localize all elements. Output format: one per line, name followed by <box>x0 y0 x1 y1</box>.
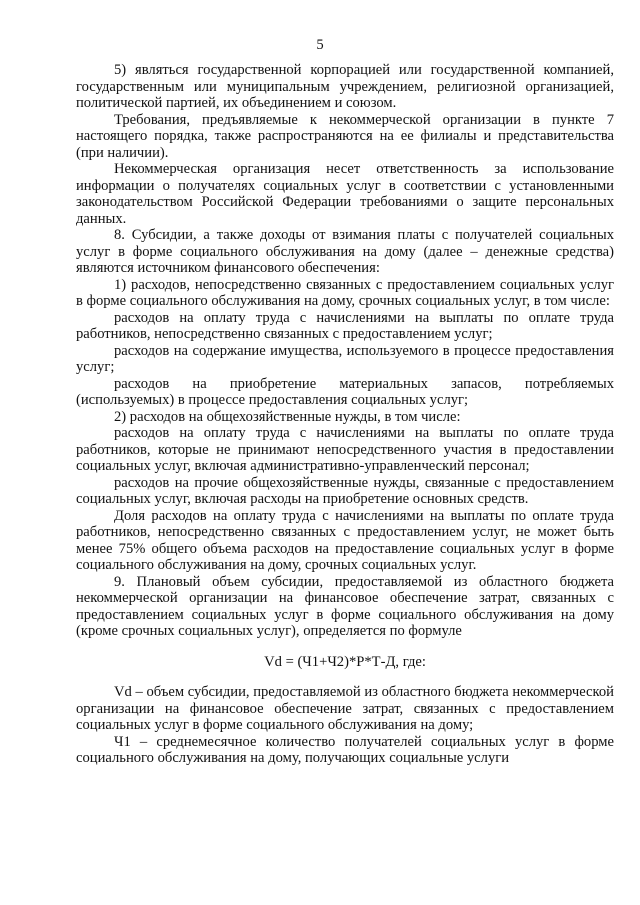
paragraph-item-1-direct-costs: 1) расходов, непосредственно связанных с предоставлением социальных услуг в форме социального обслуживания на дому, срочных социальных услуг, в том числе: <box>76 276 614 309</box>
subsidy-formula: Vd = (Ч1+Ч2)*Р*Т-Д, где: <box>264 653 426 670</box>
paragraph-item-5: 5) являться государственной корпорацией или государственной компанией, государственным или муниципальным учреждением, религиозной организацией, политической партией, их объединением и союзом. <box>76 62 614 111</box>
paragraph-other-overhead: расходов на прочие общехозяйственные нужды, связанные с предоставлением социальных услуг, включая расходы на приобретение основных средств. <box>76 474 614 507</box>
document-body <box>76 62 614 767</box>
paragraph-personal-data: Некоммерческая организация несет ответственность за использование информации о получателях социальных услуг в соответствии с установленными законодательством Российской Федерации требованиями о защите персональных данных. <box>76 161 614 227</box>
paragraph-materials-costs: расходов на приобретение материальных запасов, потребляемых (используемых) в процессе предоставления социальных услуг; <box>76 375 614 408</box>
paragraph-item-2-overhead: 2) расходов на общехозяйственные нужды, в том числе: <box>114 408 461 425</box>
page-number: 5 <box>316 37 324 53</box>
paragraph-section-8: 8. Субсидии, а также доходы от взимания платы с получателей социальных услуг в форме социального обслуживания на дому (далее – денежные средства) являются источником финансового обеспечения: <box>76 227 614 276</box>
paragraph-admin-labor-costs: расходов на оплату труда с начислениями на выплаты по оплате труда работников, которые не принимают непосредственного участия в предоставлении социальных услуг, включая административно-управленческий персонал; <box>76 425 614 474</box>
paragraph-vd-definition: Vd – объем субсидии, предоставляемой из областного бюджета некоммерческой организации на финансовое обеспечение затрат, связанных с предоставлением социальных услуг в форме социального обслуживания на дому; <box>76 684 614 733</box>
paragraph-labor-costs: расходов на оплату труда с начислениями на выплаты по оплате труда работников, непосредственно связанных с предоставлением услуг; <box>76 309 614 342</box>
paragraph-labor-share: Доля расходов на оплату труда с начислениями на выплаты по оплате труда работников, непосредственно связанных с предоставлением услуг, не может быть менее 75% общего объема расходов на предоставление социальных услуг в форме социального обслуживания на дому, срочных социальных услуг. <box>76 507 614 573</box>
paragraph-branches-requirements: Требования, предъявляемые к некоммерческой организации в пункте 7 настоящего порядка, также распространяются на ее филиалы и представительства (при наличии). <box>76 111 614 161</box>
paragraph-ch1-definition: Ч1 – среднемесячное количество получателей социальных услуг в форме социального обслуживания на дому, получающих социальные услуги <box>76 733 614 766</box>
paragraph-section-9: 9. Плановый объем субсидии, предоставляемой из областного бюджета некоммерческой организации на финансовое обеспечение затрат, связанных с предоставлением социальных услуг в форме социального обслуживания на дому (кроме срочных социальных услуг), определяется по формуле <box>76 573 614 639</box>
paragraph-property-costs: расходов на содержание имущества, используемого в процессе предоставления услуг; <box>76 342 614 375</box>
